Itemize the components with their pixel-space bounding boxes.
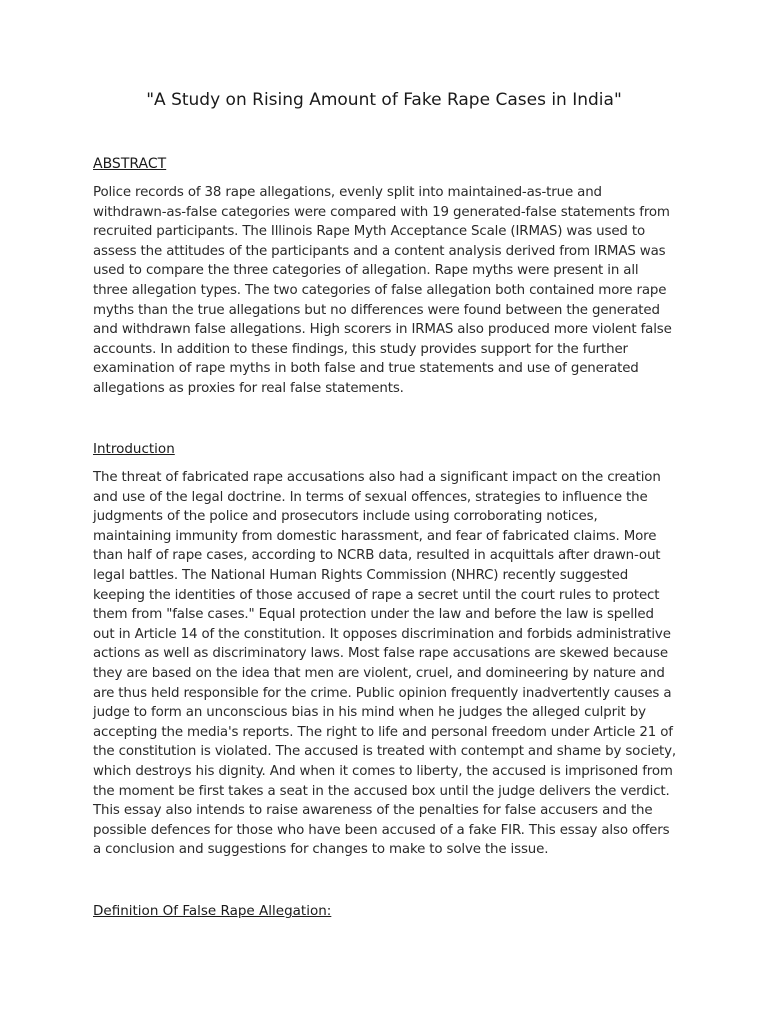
abstract-line: recruited participants. The Illinois Rape Myth Acceptance Scale (IRMAS) was used to (93, 224, 646, 240)
introduction-line: maintaining immunity from domestic harassment, and fear of fabricated claims. More (93, 528, 657, 544)
introduction-line: the moment be first takes a seat in the accused box until the judge delivers the verdict. (93, 783, 670, 799)
introduction-line: out in Article 14 of the constitution. It opposes discrimination and forbids administrative (93, 626, 671, 642)
introduction-line: the constitution is violated. The accused is treated with contempt and shame by society, (93, 744, 677, 760)
definition-heading: Definition Of False Rape Allegation: (93, 903, 332, 919)
abstract-line: allegations as proxies for real false statements. (93, 380, 404, 396)
abstract-line: used to compare the three categories of allegation. Rape myths were present in all (93, 263, 639, 279)
introduction-line: judge to form an unconscious bias in his mind when he judges the alleged culprit by (93, 705, 646, 721)
introduction-line: are thus held responsible for the crime. Public opinion frequently inadvertently causes a (93, 685, 672, 701)
introduction-line: than half of rape cases, according to NCRB data, resulted in acquittals after drawn-out (93, 548, 661, 564)
abstract-line: myths than the true allegations but no differences were found between the generated (93, 302, 660, 318)
abstract-line: and withdrawn false allegations. High scorers in IRMAS also produced more violent false (93, 322, 672, 338)
introduction-line: legal battles. The National Human Rights Commission (NHRC) recently suggested (93, 567, 629, 583)
introduction-line: accepting the media's reports. The right to life and personal freedom under Article 21 of (93, 724, 673, 740)
introduction-line: judgments of the police and prosecutors include using corroborating notices, (93, 509, 598, 525)
introduction-line: they are based on the idea that men are violent, cruel, and domineering by nature and (93, 665, 665, 681)
introduction-line: and use of the legal doctrine. In terms of sexual offences, strategies to influence the (93, 489, 648, 505)
abstract-line: accounts. In addition to these findings, this study provides support for the further (93, 341, 628, 357)
introduction-heading: Introduction (93, 441, 175, 457)
introduction-paragraph (93, 468, 677, 860)
abstract-line: assess the attitudes of the participants and a content analysis derived from IRMAS was (93, 243, 666, 259)
introduction-line: possible defences for those who have been accused of a fake FIR. This essay also offers (93, 822, 670, 838)
introduction-line: a conclusion and suggestions for changes to make to solve the issue. (93, 842, 549, 858)
introduction-line: The threat of fabricated rape accusations also had a significant impact on the creation (93, 470, 661, 485)
introduction-line: actions as well as discriminatory laws. Most false rape accusations are skewed because (93, 646, 668, 662)
introduction-line: which destroys his dignity. And when it comes to liberty, the accused is imprisoned from (93, 763, 673, 779)
introduction-line: them from "false cases." Equal protection under the law and before the law is spelled (93, 607, 654, 623)
abstract-paragraph (93, 183, 677, 399)
abstract-line: three allegation types. The two categories of false allegation both contained more rape (93, 282, 667, 298)
abstract-line: Police records of 38 rape allegations, evenly split into maintained-as-true and (93, 185, 602, 200)
introduction-line: keeping the identities of those accused of rape a secret until the court rules to protect (93, 587, 660, 603)
introduction-line: This essay also intends to raise awareness of the penalties for false accusers and the (93, 803, 653, 819)
document-title: "A Study on Rising Amount of Fake Rape Cases in India" (146, 90, 622, 110)
abstract-line: withdrawn-as-false categories were compared with 19 generated-false statements from (93, 204, 670, 220)
abstract-heading: ABSTRACT (93, 156, 167, 172)
abstract-line: examination of rape myths in both false and true statements and use of generated (93, 361, 639, 377)
